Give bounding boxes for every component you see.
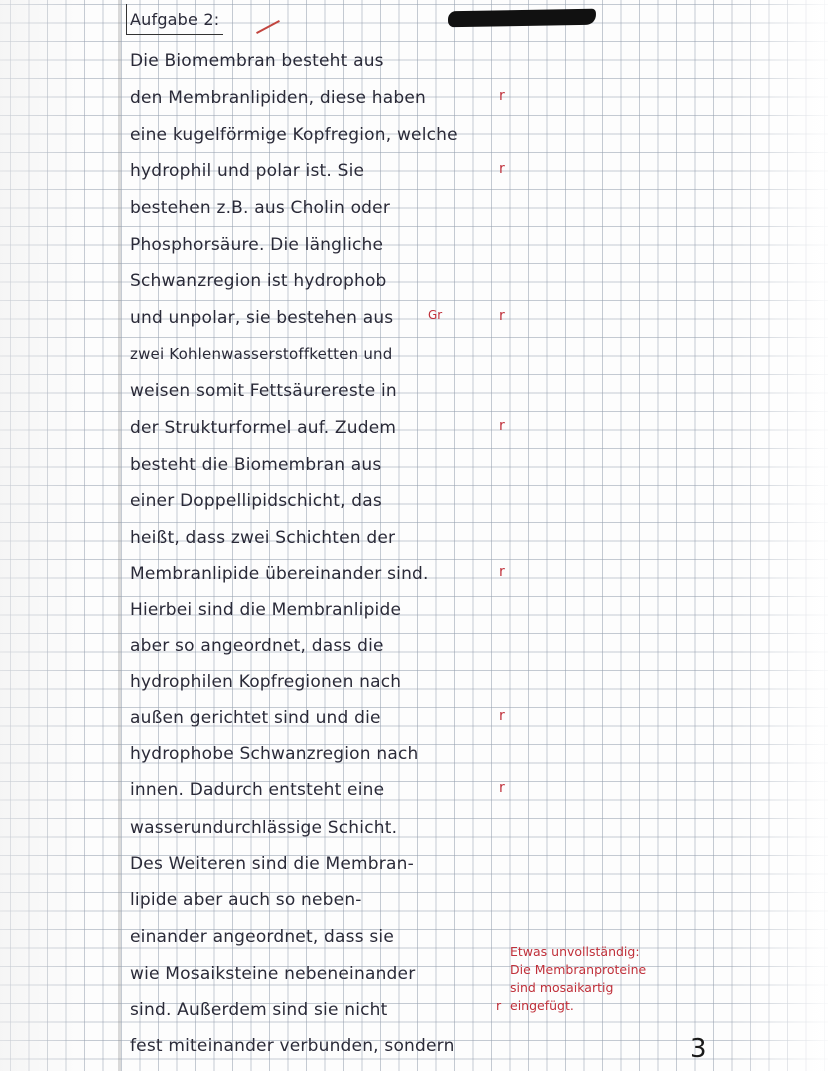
text-line: Die Biomembran besteht aus <box>130 51 384 71</box>
text-line: heißt, dass zwei Schichten der <box>130 528 396 548</box>
score: 3 <box>690 1034 707 1064</box>
correct-mark: r <box>499 161 505 177</box>
correct-mark: r <box>499 780 505 796</box>
page-shadow-left <box>0 0 90 1071</box>
task-heading: Aufgabe 2: <box>130 10 220 29</box>
text-line: besteht die Biomembran aus <box>130 455 382 475</box>
text-line: aber so angeordnet, dass die <box>130 636 384 656</box>
correct-mark: r <box>499 564 505 580</box>
text-line: wie Mosaiksteine nebeneinander <box>130 964 416 984</box>
margin-line <box>118 0 121 1071</box>
correct-mark: r <box>496 998 502 1013</box>
text-line: Des Weiteren sind die Membran- <box>130 854 414 874</box>
text-line: zwei Kohlenwasserstoffketten und <box>130 345 393 363</box>
page-shadow-right <box>728 0 828 1071</box>
text-line: Hierbei sind die Membranlipide <box>130 600 402 620</box>
text-line: sind. Außerdem sind sie nicht <box>130 1000 388 1020</box>
teacher-comment-line: Die Membranproteine <box>510 962 647 977</box>
text-line: weisen somit Fettsäurereste in <box>130 381 397 401</box>
text-line: hydrophilen Kopfregionen nach <box>130 672 402 692</box>
text-line: Membranlipide übereinander sind. <box>130 564 429 584</box>
text-line: innen. Dadurch entsteht eine <box>130 780 385 800</box>
teacher-comment-line: Etwas unvollständig: <box>510 944 640 959</box>
text-line: den Membranlipiden, diese haben <box>130 88 426 108</box>
text-line: außen gerichtet sind und die <box>130 708 381 728</box>
text-line: bestehen z.B. aus Cholin oder <box>130 198 391 218</box>
text-line: einander angeordnet, dass sie <box>130 927 394 947</box>
text-line: eine kugelförmige Kopfregion, welche <box>130 125 458 145</box>
correct-mark: r <box>499 308 505 324</box>
teacher-comment-line: sind mosaikartig <box>510 980 614 995</box>
text-line: fest miteinander verbunden, sondern <box>130 1036 455 1056</box>
text-line: Phosphorsäure. Die längliche <box>130 235 384 255</box>
text-line: hydrophil und polar ist. Sie <box>130 161 365 181</box>
correct-mark: r <box>499 418 505 434</box>
grammar-mark: Gr <box>428 308 443 322</box>
text-line: und unpolar, sie bestehen aus <box>130 308 394 328</box>
text-line: einer Doppellipidschicht, das <box>130 491 382 511</box>
redacted-name <box>448 9 596 28</box>
correct-mark: r <box>499 88 505 104</box>
teacher-comment-line: eingefügt. <box>510 998 574 1013</box>
correct-mark: r <box>499 708 505 724</box>
text-line: Schwanzregion ist hydrophob <box>130 271 387 291</box>
text-line: wasserundurchlässige Schicht. <box>130 818 398 838</box>
text-line: hydrophobe Schwanzregion nach <box>130 744 419 764</box>
text-line: der Strukturformel auf. Zudem <box>130 418 397 438</box>
text-line: lipide aber auch so neben- <box>130 890 362 910</box>
